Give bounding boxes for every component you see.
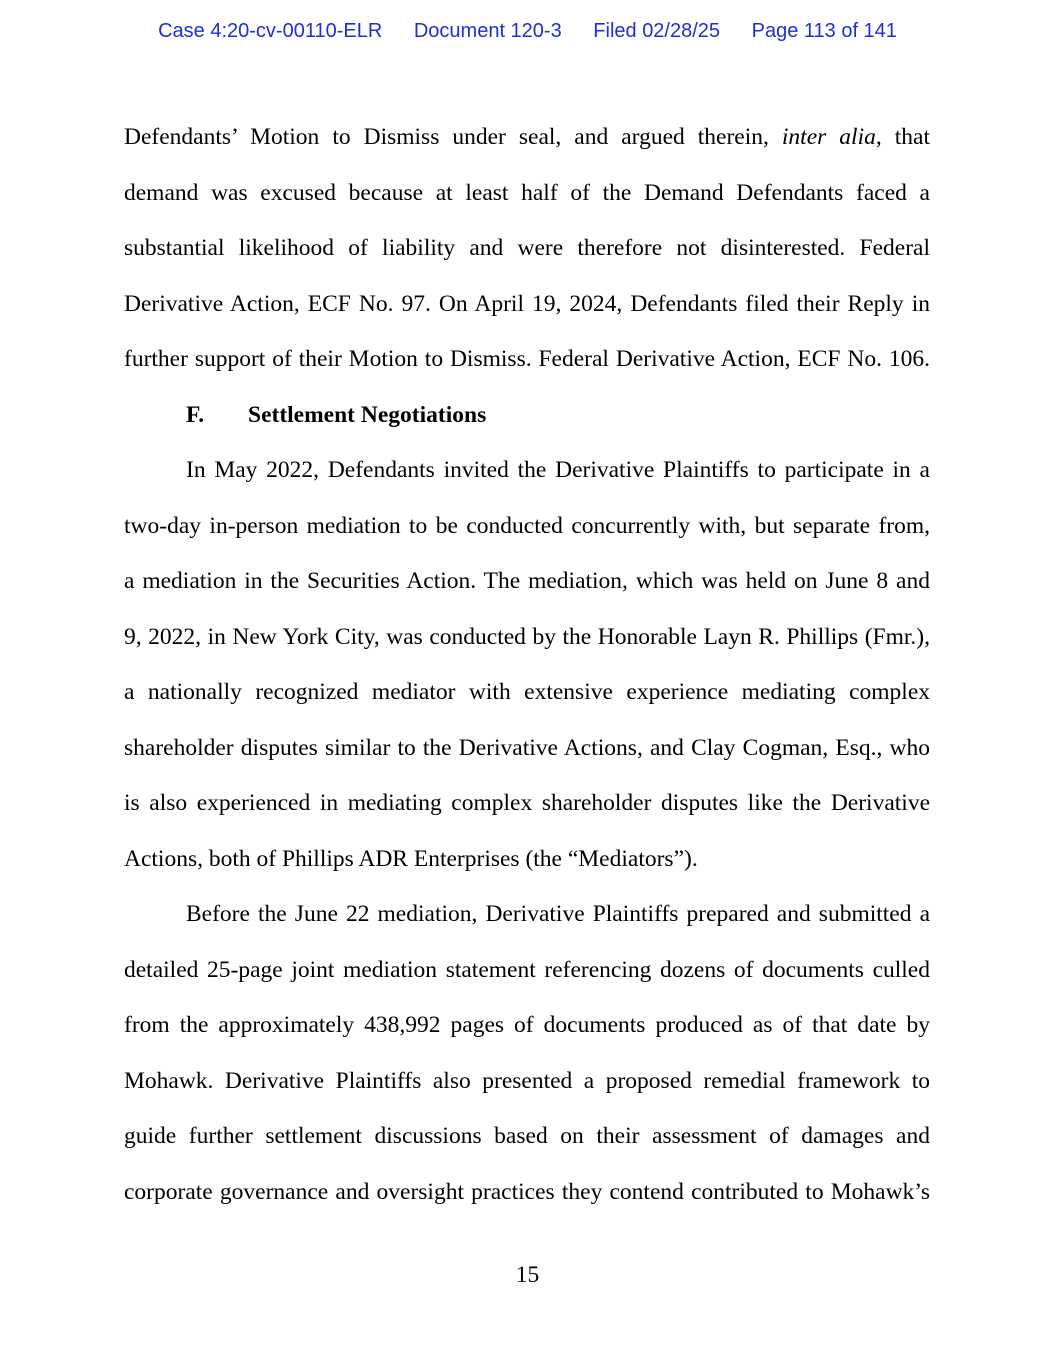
document-body [124, 110, 930, 1220]
text-line: Before the June 22 mediation, Derivative Plaintiffs prepared and submitted a [186, 901, 930, 927]
text-line: a mediation in the Securities Action. The mediation, which was held on June 8 and [124, 568, 930, 594]
paragraph-mediation [124, 443, 930, 887]
page-number: 15 [515, 1262, 540, 1288]
section-heading [124, 388, 930, 444]
text-line: Actions, both of Phillips ADR Enterprises (the “Mediators”). [124, 845, 698, 872]
text-line: Mohawk. Derivative Plaintiffs also presented a proposed remedial framework to [124, 1067, 930, 1094]
filed-date: Filed 02/28/25 [593, 20, 721, 42]
paragraph-mediation-statement [124, 887, 930, 1220]
text-line: is also experienced in mediating complex shareholder disputes like the Derivative [124, 790, 930, 816]
text-line: demand was excused because at least half of the Demand Defendants faced a [124, 179, 930, 206]
text-line: Derivative Action, ECF No. 97. On April 19, 2024, Defendants filed their Reply in [124, 290, 930, 317]
italic-phrase: inter alia [781, 124, 876, 150]
text-line: guide further settlement discussions based on their assessment of damages and [124, 1123, 930, 1149]
page-count: Page 113 of 141 [751, 20, 897, 42]
court-filing-header [0, 20, 1055, 43]
text-line: a nationally recognized mediator with extensive experience mediating complex [124, 679, 930, 705]
text-line: corporate governance and oversight practices they contend contributed to Mohawk’s [124, 1178, 930, 1205]
section-letter: F. [186, 401, 205, 428]
section-title: Settlement Negotiations [248, 401, 487, 428]
text-line: substantial likelihood of liability and were therefore not disinterested. Federal [124, 235, 930, 261]
text-line: 9, 2022, in New York City, was conducted by the Honorable Layn R. Phillips (Fmr.), [124, 623, 930, 650]
text-line: two-day in-person mediation to be conducted concurrently with, but separate from, [124, 512, 930, 539]
text-line: further support of their Motion to Dismiss. Federal Derivative Action, ECF No. 106. [124, 346, 930, 372]
text-line: shareholder disputes similar to the Derivative Actions, and Clay Cogman, Esq., who [124, 734, 930, 761]
paragraph-motion-to-dismiss [124, 110, 930, 388]
text-line: In May 2022, Defendants invited the Derivative Plaintiffs to participate in a [186, 457, 930, 483]
text-line: from the approximately 438,992 pages of documents produced as of that date by [124, 1012, 930, 1038]
text-line: Defendants’ Motion to Dismiss under seal, and argued therein, inter alia, that [124, 124, 930, 150]
case-number: Case 4:20-cv-00110-ELR [158, 20, 383, 42]
document-number: Document 120-3 [413, 20, 562, 42]
text-line: detailed 25-page joint mediation statement referencing dozens of documents culled [124, 956, 930, 983]
